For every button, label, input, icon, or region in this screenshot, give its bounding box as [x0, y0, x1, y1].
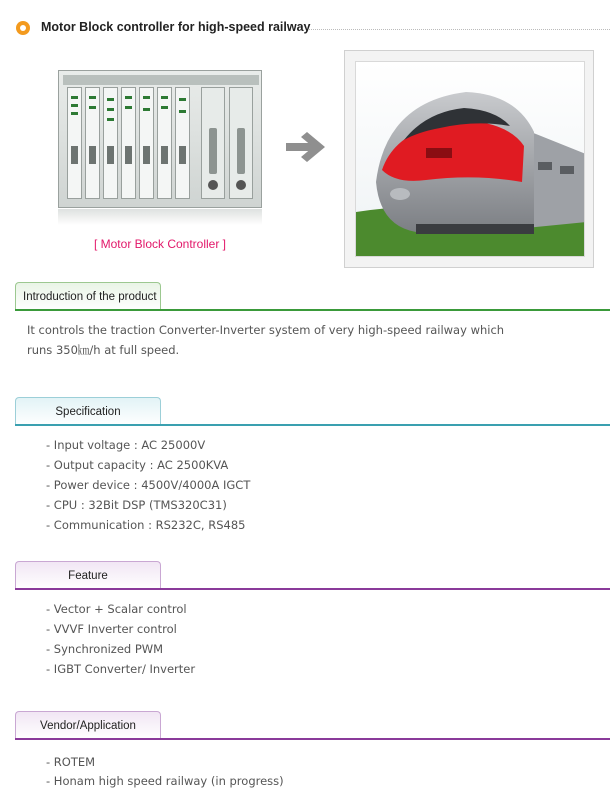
- tab-vendor-application: Vendor/Application: [15, 711, 161, 739]
- rack-top-rail: [63, 75, 259, 85]
- page-title: Motor Block controller for high-speed railway: [41, 20, 311, 34]
- rack-card: [175, 87, 190, 199]
- high-speed-train-photo: [355, 61, 585, 257]
- tab-introduction: Introduction of the product: [15, 282, 161, 310]
- power-card: [201, 87, 225, 199]
- power-card: [229, 87, 253, 199]
- circle-bullet-icon: [16, 21, 30, 35]
- list-item: - ROTEM: [46, 755, 96, 769]
- list-item: - Output capacity : AC 2500KVA: [46, 458, 229, 472]
- rack-card: [103, 87, 118, 199]
- rack-card: [121, 87, 136, 199]
- train-photo-frame: [344, 50, 594, 268]
- introduction-divider: [15, 309, 610, 311]
- vendor-divider: [15, 738, 610, 740]
- list-item: - CPU : 32Bit DSP (TMS320C31): [46, 498, 227, 512]
- list-item: - Input voltage : AC 25000V: [46, 438, 206, 452]
- introduction-text: It controls the traction Converter-Inverter system of very high-speed railway which runs 350㎞/h at full speed.: [27, 323, 505, 357]
- tab-specification: Specification: [15, 397, 161, 425]
- list-item: - Power device : 4500V/4000A IGCT: [46, 478, 251, 492]
- list-item: - IGBT Converter/ Inverter: [46, 662, 196, 676]
- controller-rack: [58, 70, 262, 208]
- dotted-divider: [308, 29, 610, 30]
- feature-divider: [15, 588, 610, 590]
- motor-block-controller-image: [58, 70, 262, 212]
- specification-divider: [15, 424, 610, 426]
- page-title-row: [16, 18, 610, 40]
- rack-card: [67, 87, 82, 199]
- right-arrow-icon: [285, 130, 327, 164]
- rack-card: [139, 87, 154, 199]
- rack-card: [85, 87, 100, 199]
- list-item: - Honam high speed railway (in progress): [46, 774, 284, 788]
- list-item: - Vector + Scalar control: [46, 602, 187, 616]
- list-item: - Synchronized PWM: [46, 642, 164, 656]
- tab-feature: Feature: [15, 561, 161, 589]
- rack-reflection: [58, 209, 262, 225]
- list-item: - Communication : RS232C, RS485: [46, 518, 246, 532]
- list-item: - VVVF Inverter control: [46, 622, 177, 636]
- device-caption: [ Motor Block Controller ]: [93, 237, 227, 251]
- rack-card: [157, 87, 172, 199]
